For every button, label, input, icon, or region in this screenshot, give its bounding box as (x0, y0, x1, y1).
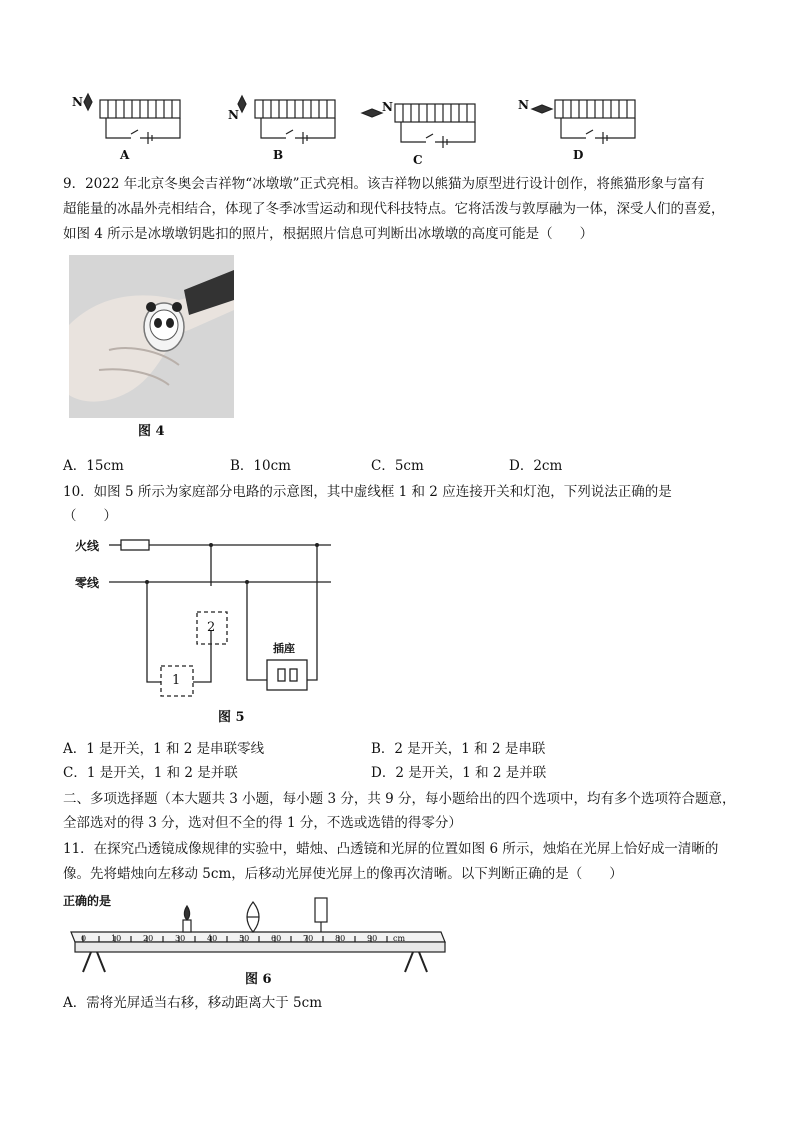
q9-line-2: 超能量的冰晶外壳相结合，体现了冬季冰雪运动和现代科技特点。它将活泼与敦厚融为一体，深受人们的喜爱， (63, 201, 725, 217)
q10-option-c: C．1 是开关，1 和 2 是并联 (63, 765, 238, 781)
figure-6-caption: 图 6 (245, 972, 272, 987)
option-letter-c: C (413, 153, 423, 167)
q9-line-3: 如图 4 所示是冰墩墩钥匙扣的照片，根据照片信息可判断出冰墩墩的高度可能是（ ） (63, 226, 594, 242)
section-2-header-line-1: 二、多项选择题（本大题共 3 小题，每小题 3 分，共 9 分，每小题给出的四个选项中，均有多个选项符合题意， (63, 791, 736, 807)
tick-90: 90 (367, 934, 378, 943)
tick-80: 80 (335, 934, 346, 943)
figure-corner-text: 正确的是 (63, 894, 112, 908)
q11-line-1: 11．在探究凸透镜成像规律的实验中，蜡烛、凸透镜和光屏的位置如图 6 所示，烛焰在光屏上恰好成一清晰的 (63, 841, 719, 857)
section-2-header-line-2: 全部选对的得 3 分，选对但不全的得 1 分，不选或选错的得零分） (63, 815, 462, 831)
tick-10: 10 (111, 934, 122, 943)
tick-50: 50 (239, 934, 250, 943)
keychain-photo-illustration (69, 255, 234, 418)
q11-option-a: A．需将光屏适当右移，移动距离大于 5cm (63, 995, 322, 1011)
pole-label-d: N (518, 98, 529, 112)
option-letter-d: D (573, 148, 584, 162)
option-letter-b: B (273, 148, 284, 162)
q9-option-b: B．10cm (230, 458, 291, 474)
fuse-icon (121, 540, 149, 550)
socket-label: 插座 (273, 642, 295, 655)
tick-unit: cm (393, 934, 406, 943)
tick-70: 70 (303, 934, 314, 943)
box-1-label: 1 (172, 673, 181, 688)
q10-option-d: D．2 是开关，1 和 2 是并联 (371, 765, 547, 781)
q9-option-c: C．5cm (371, 458, 424, 474)
bing-dwen-dwen-keychain-photo (69, 255, 234, 418)
tick-30: 30 (175, 934, 186, 943)
household-circuit-figure (69, 530, 359, 725)
option-letter-a: A (120, 148, 130, 162)
solenoid-options-diagram (70, 90, 650, 165)
q9-line-1: 9．2022 年北京冬奥会吉祥物“冰墩墩”正式亮相。该吉祥物以熊猫为原型进行设计创作，将熊猫形象与富有 (63, 176, 705, 192)
q9-option-d: D．2cm (509, 458, 563, 474)
q8-figure (70, 90, 650, 165)
figure-4-caption: 图 4 (138, 424, 165, 439)
q9-option-a: A．15cm (63, 458, 124, 474)
box-2-label: 2 (207, 620, 216, 635)
pole-label-c: N (382, 100, 393, 114)
figure-5-caption: 图 5 (218, 710, 245, 725)
tick-60: 60 (271, 934, 282, 943)
q10-line-2: （ ） (63, 508, 117, 524)
pole-label-b: N (228, 108, 239, 122)
q10-option-b: B．2 是开关，1 和 2 是串联 (371, 741, 546, 757)
tick-40: 40 (207, 934, 218, 943)
q10-option-a: A．1 是开关，1 和 2 是串联零线 (63, 741, 265, 757)
pole-label-a: N (72, 95, 83, 109)
live-wire-label: 火线 (75, 539, 100, 553)
tick-20: 20 (143, 934, 154, 943)
neutral-wire-label: 零线 (75, 576, 100, 590)
tick-0: 0 (81, 934, 87, 943)
q11-line-2: 像。先将蜡烛向左移动 5cm，后移动光屏使光屏上的像再次清晰。以下判断正确的是（ ） (63, 866, 623, 882)
q10-line-1: 10．如图 5 所示为家庭部分电路的示意图，其中虚线框 1 和 2 应连接开关和灯泡，下列说法正确的是 (63, 484, 672, 500)
